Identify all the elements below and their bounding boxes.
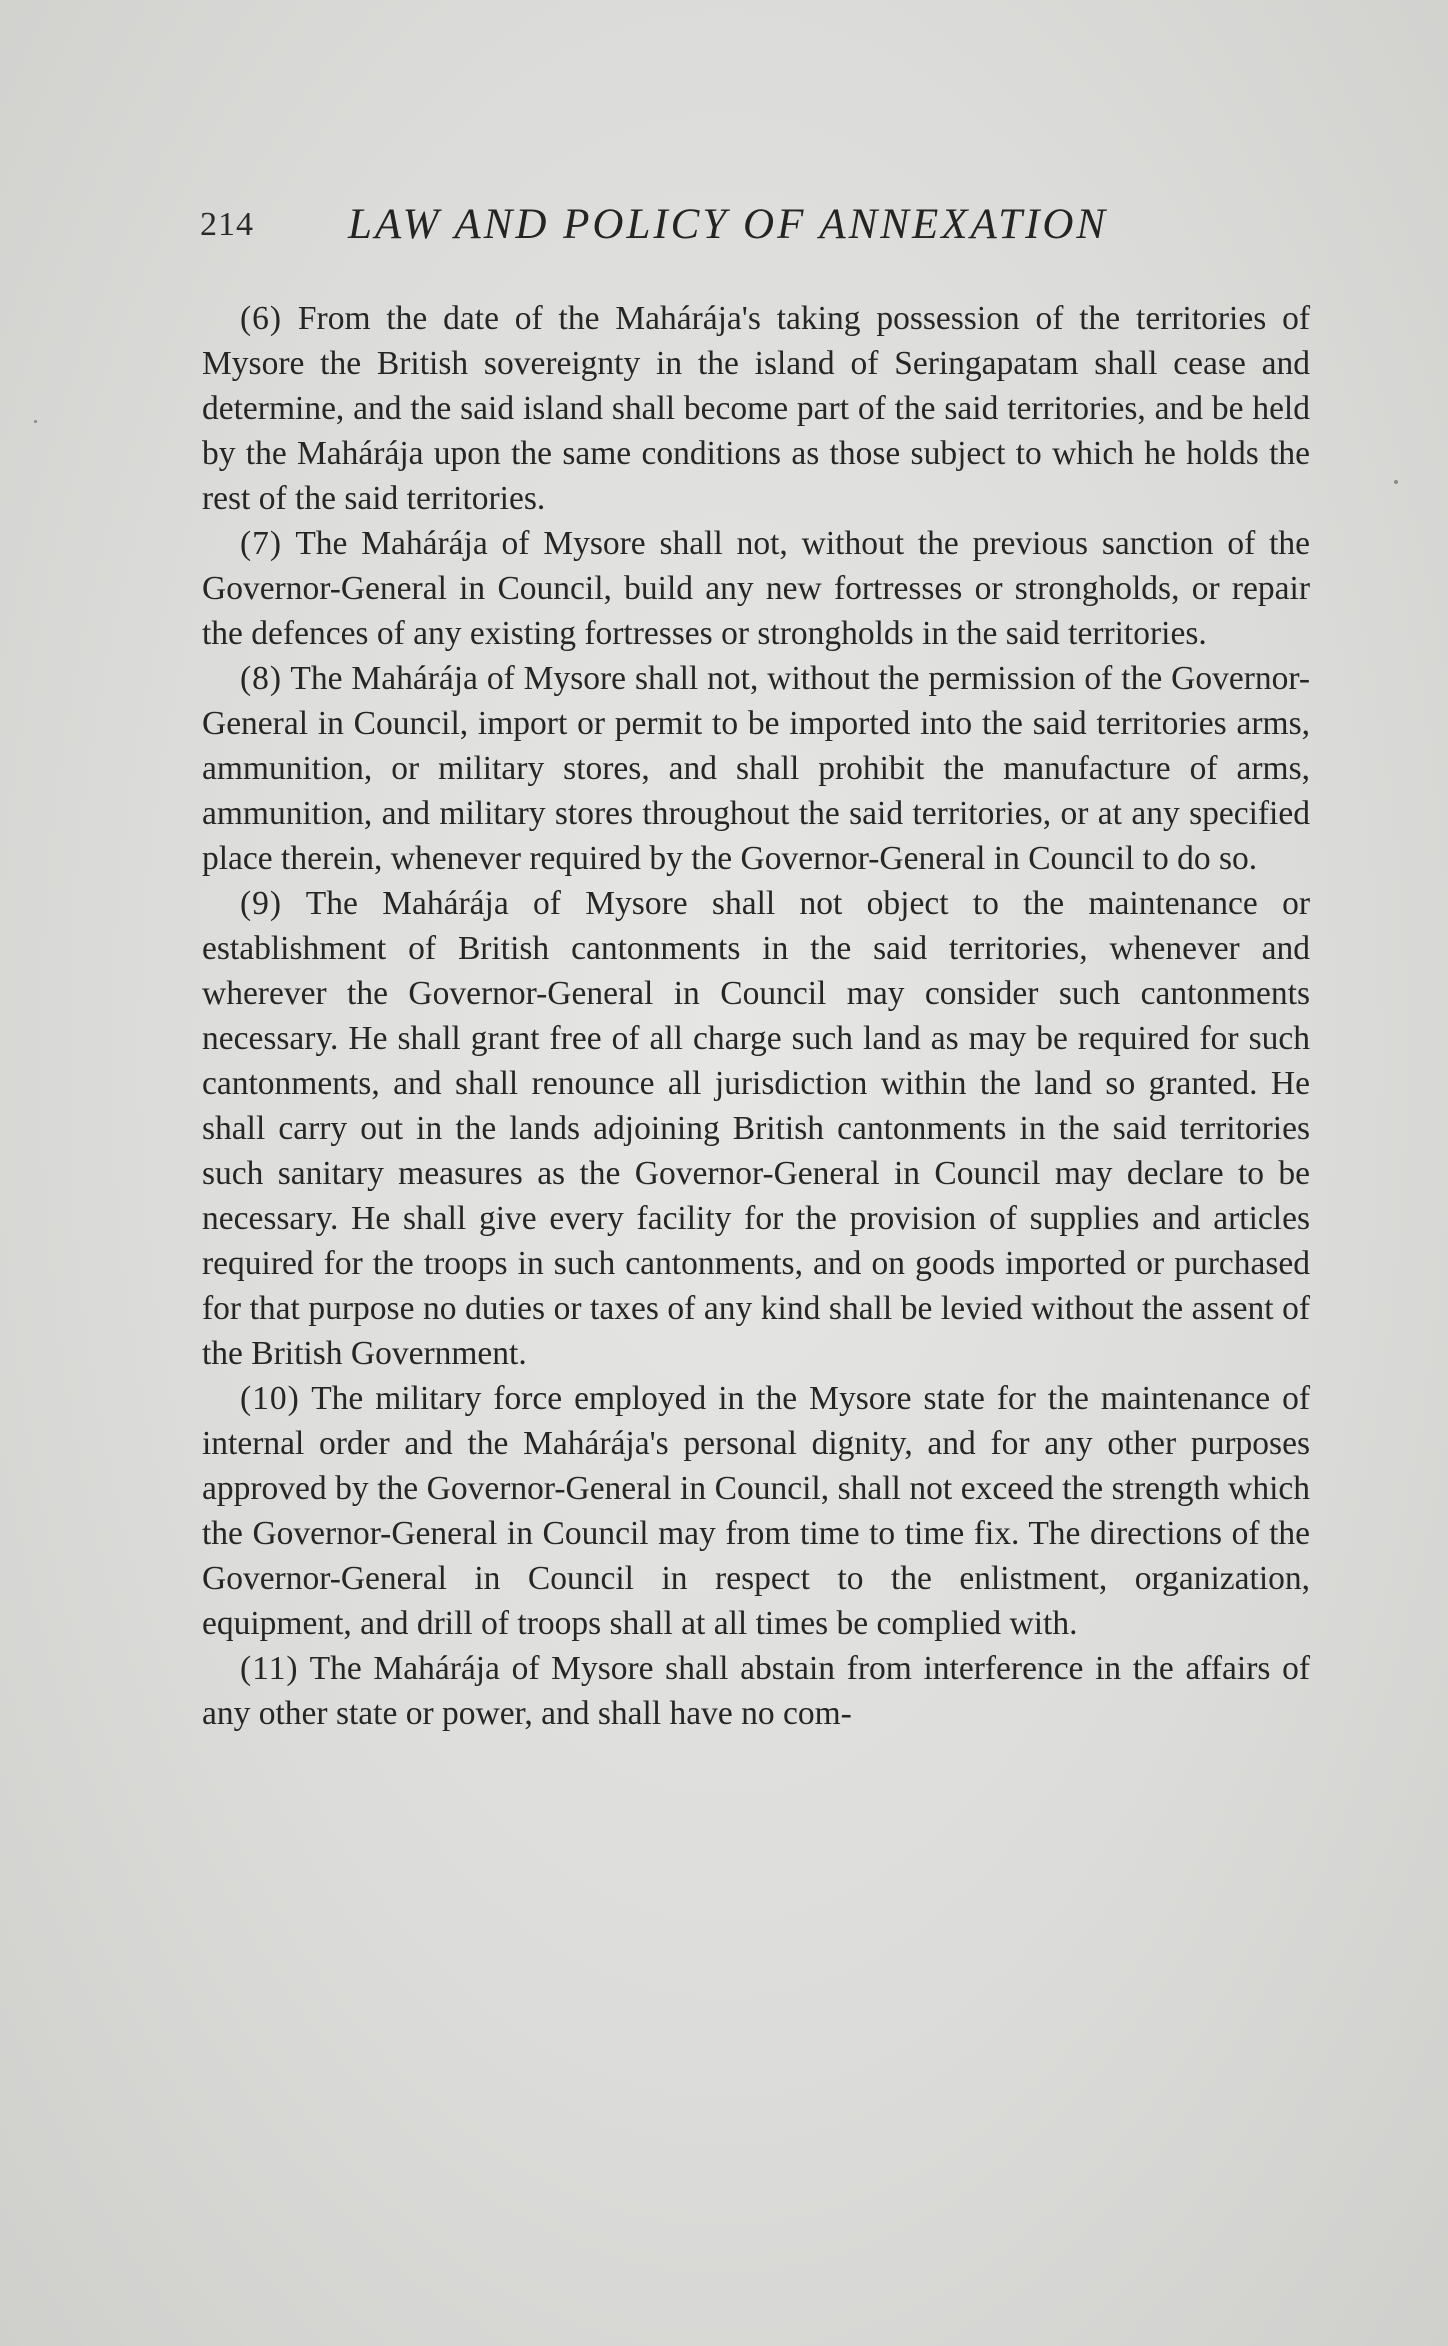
clause-text: The military force employed in the Mysore state for the maintenance of internal order and the Mahárája's personal dignity, and for any other purposes approved by the Governor-General in Council, shall not exceed the strength which the Governor-General in Council may from time to time fix. The directions of the Governor-General in Council in respect to the enlistment, organization, equipment, and drill of troops shall at all times be complied with.: [202, 1380, 1310, 1642]
clause-number: (6): [240, 300, 283, 337]
clause-number: (11): [240, 1650, 299, 1687]
page-number: 214: [200, 206, 254, 243]
clause-text: The Mahárája of Mysore shall not, without the previous sanction of the Governor-General in Council, build any new fortresses or strongholds, or repair the defences of any existing fortresses or strongholds in the said territories.: [202, 525, 1310, 652]
clause-number: (10): [240, 1380, 300, 1417]
clause-9: [202, 881, 1310, 1376]
clause-text: The Mahárája of Mysore shall not, without the permission of the Governor-General in Council, import or permit to be imported into the said territories arms, ammunition, or military stores, and shall prohibit the manufacture of arms, ammunition, and military stores throughout the said territories, or at any specified place therein, whenever required by the Governor-General in Council to do so.: [202, 660, 1310, 877]
clause-number: (9): [240, 885, 283, 922]
clause-text: The Mahárája of Mysore shall not object to the maintenance or establishment of British cantonments in the said territories, whenever and wherever the Governor-General in Council may consider such cantonments necessary. He shall grant free of all charge such land as may be required for such cantonments, and shall renounce all jurisdiction within the land so granted. He shall carry out in the lands adjoining British cantonments in the said territories such sanitary measures as the Governor-General in Council may declare to be necessary. He shall give every facility for the provision of supplies and articles required for the troops in such cantonments, and on goods imported or purchased for that purpose no duties or taxes of any kind shall be levied without the assent of the British Government.: [202, 885, 1310, 1372]
clause-11: [202, 1646, 1310, 1736]
clause-number: (7): [240, 525, 283, 562]
clause-10: [202, 1376, 1310, 1646]
clause-6: [202, 296, 1310, 521]
clause-7: [202, 521, 1310, 656]
running-head: [200, 200, 1310, 256]
clause-text: From the date of the Mahárája's taking possession of the territories of Mysore the British sovereignty in the island of Seringapatam shall cease and determine, and the said island shall become part of the said territories, and be held by the Mahárája upon the same conditions as those subject to which he holds the rest of the said territories.: [202, 300, 1311, 517]
clause-8: [202, 656, 1310, 881]
paper-speck: [34, 420, 37, 423]
paper-speck: [1394, 480, 1398, 484]
clause-text: The Mahárája of Mysore shall abstain from interference in the affairs of any other state or power, and shall have no com-: [202, 1650, 1310, 1732]
clause-number: (8): [240, 660, 283, 697]
body-text: [202, 296, 1310, 1736]
running-title: LAW AND POLICY OF ANNEXATION: [348, 201, 1109, 248]
